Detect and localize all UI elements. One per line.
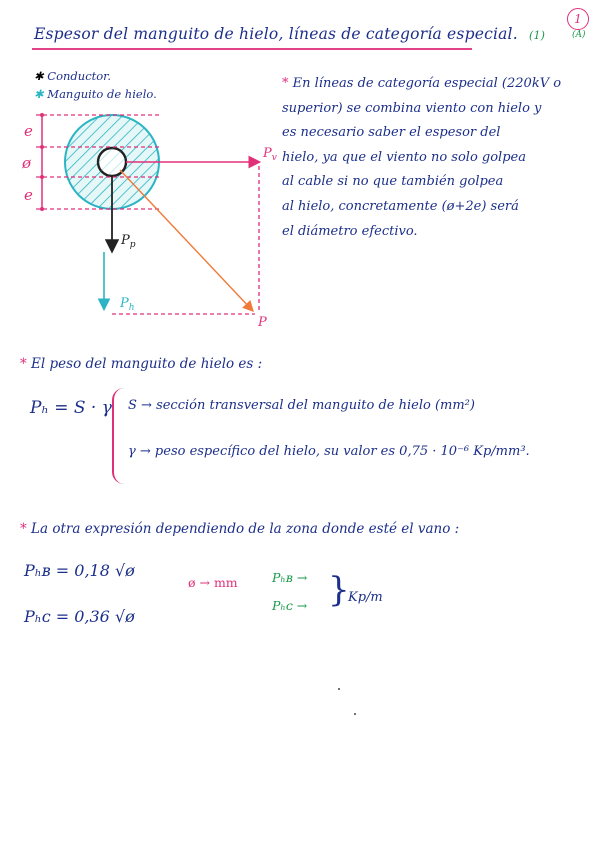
- definition-specific-weight: γ → peso específico del hielo, su valor es 0,75 · 10⁻⁶ Kp/mm³.: [128, 444, 530, 459]
- formula-zone-b: Pₕʙ = 0,18 √ø: [24, 561, 135, 580]
- formula-zone-c: Pₕᴄ = 0,36 √ø: [24, 607, 135, 626]
- explanation-line: hielo, ya que el viento no solo golpea: [282, 149, 526, 165]
- weight-heading: * El peso del manguito de hielo es :: [20, 356, 263, 372]
- star-icon: *: [20, 356, 27, 372]
- title-reference: (1): [528, 29, 546, 42]
- explanation-line: superior) se combina viento con hielo y: [282, 100, 542, 116]
- legend-conductor: ✱ Conductor.: [34, 69, 112, 83]
- explanation-line: es necesario saber el espesor del: [282, 125, 501, 141]
- stray-dot: [338, 688, 340, 690]
- phi-unit-note: ø → mm: [188, 575, 238, 590]
- phc-label: Pₕᴄ →: [272, 598, 308, 613]
- label-pv: $P_v$: [263, 146, 277, 163]
- resultant-force-arrow: [120, 170, 252, 310]
- units-brace: }: [328, 570, 350, 610]
- label-ph: $P_h$: [120, 296, 135, 313]
- label-p: P: [258, 315, 267, 330]
- explanation-line: En líneas de categoría especial (220kV o: [292, 76, 562, 91]
- zone-heading: * La otra expresión dependiendo de la zona donde esté el vano :: [20, 521, 460, 537]
- units-label: Kp/m: [348, 590, 383, 605]
- stray-dot: [354, 713, 356, 715]
- label-pp: $P_p$: [121, 233, 136, 250]
- weight-formula: Pₕ = S · γ: [30, 398, 112, 418]
- label-e-top: e: [24, 122, 33, 140]
- explanation-paragraph: [282, 72, 582, 244]
- star-icon: *: [282, 76, 289, 91]
- explanation-line: al hielo, concretamente (ø+2e) será: [282, 198, 519, 214]
- title-text: Espesor del manguito de hielo, líneas de categoría especial.: [34, 25, 518, 43]
- page-number-badge: 1: [567, 8, 589, 30]
- ice-bullet-icon: ✱: [34, 87, 48, 101]
- star-icon: *: [20, 521, 27, 537]
- page-sub-label: (A): [572, 30, 586, 40]
- explanation-line: al cable si no que también golpea: [282, 174, 504, 190]
- legend-ice-sleeve: ✱ Manguito de hielo.: [34, 87, 157, 101]
- phb-label: Pₕʙ →: [272, 570, 308, 585]
- definitions-brace: [112, 388, 124, 484]
- label-e-bottom: e: [24, 186, 33, 204]
- label-phi: ø: [22, 154, 32, 172]
- conductor-bullet-icon: ✱: [34, 69, 48, 83]
- explanation-line: el diámetro efectivo.: [282, 223, 418, 239]
- definition-section: S → sección transversal del manguito de hielo (mm²): [128, 398, 475, 413]
